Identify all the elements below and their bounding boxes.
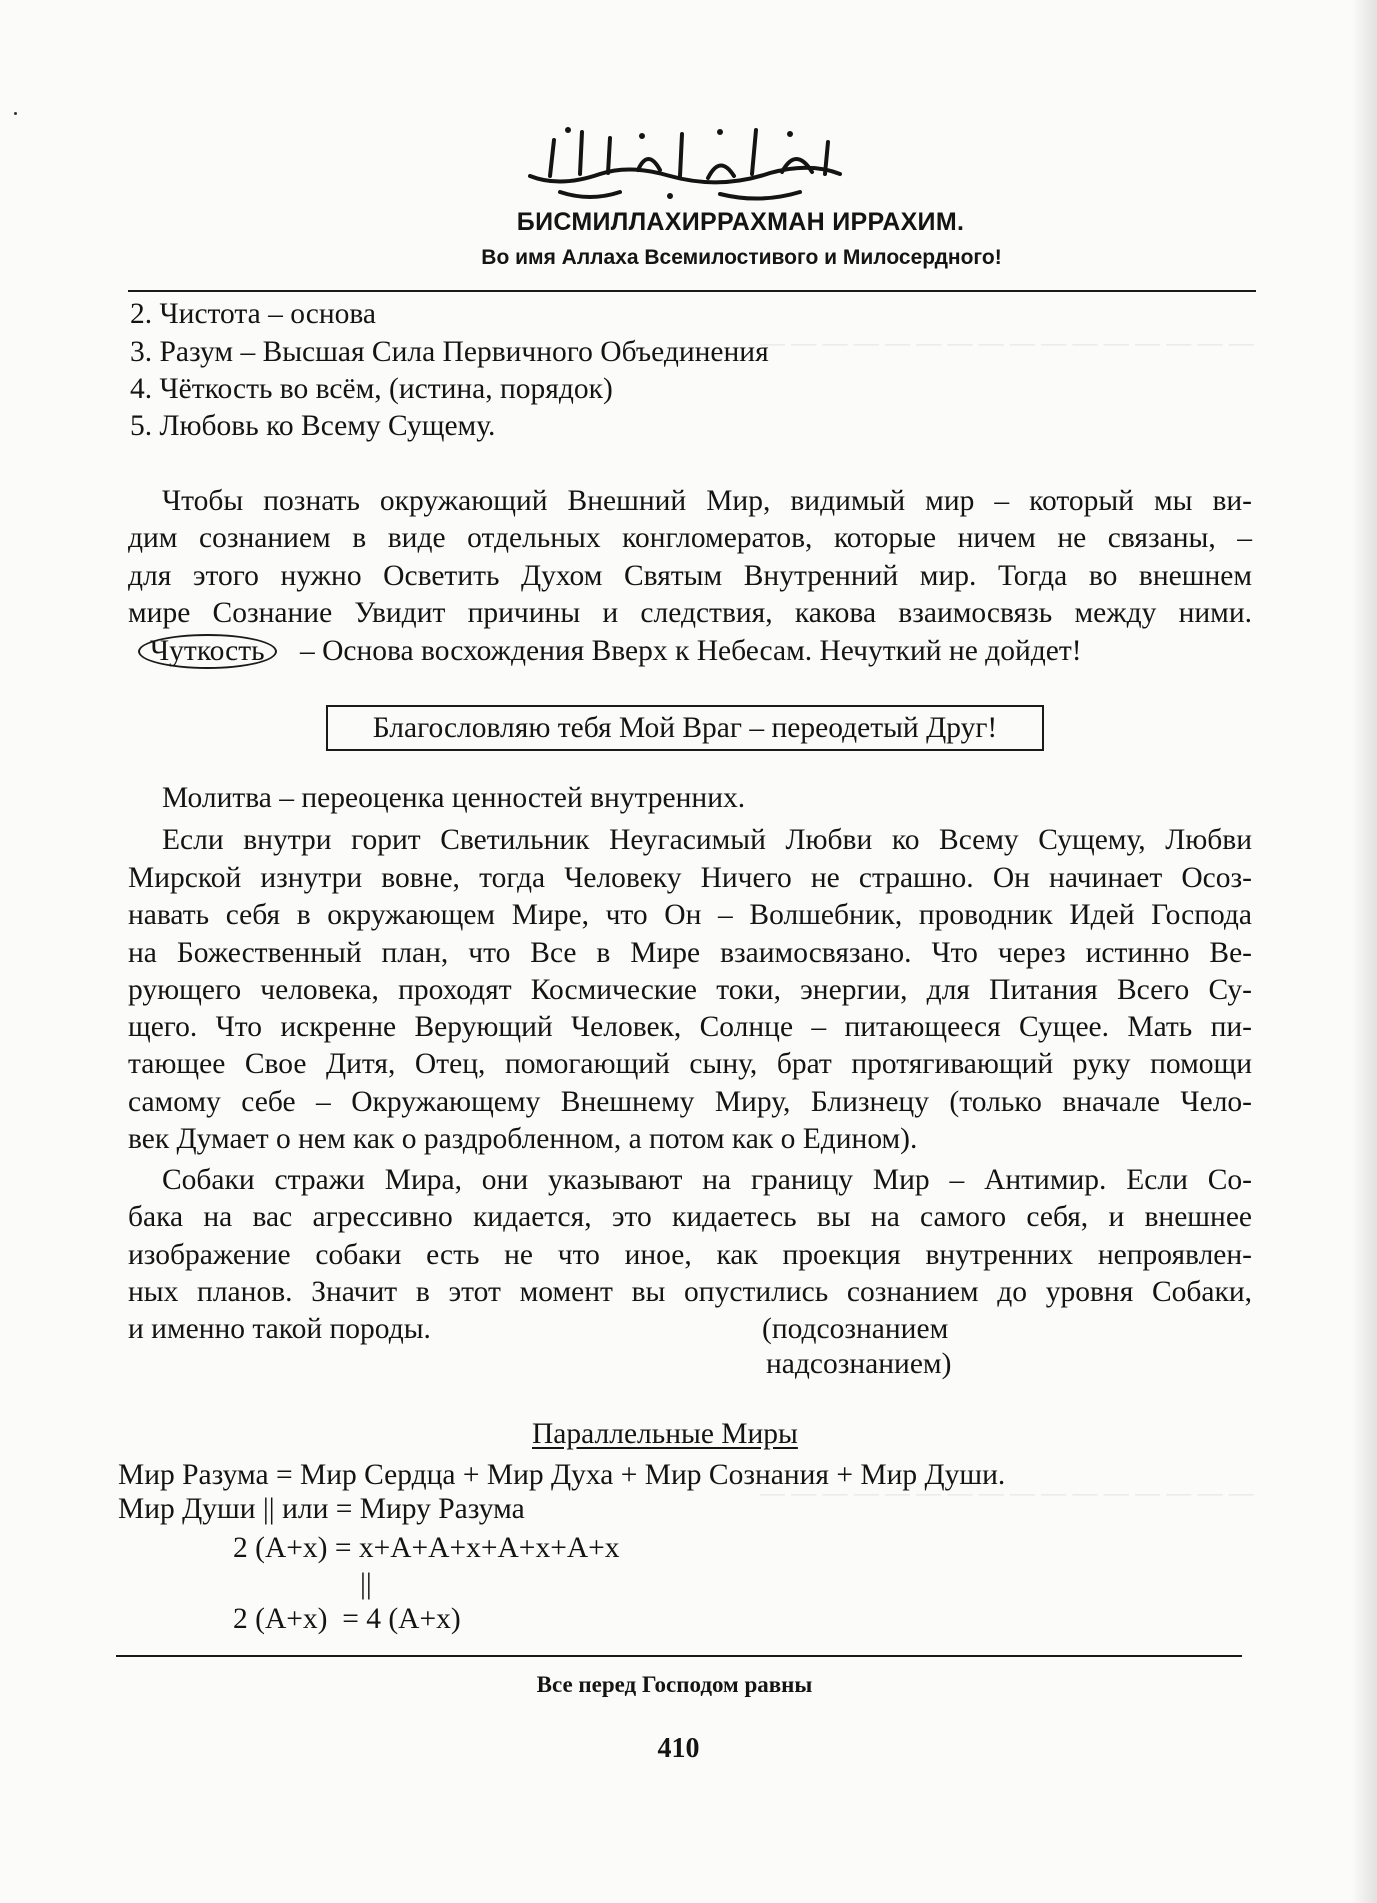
paragraph-line: бака на вас агрессивно кидается, это кидаетесь вы на самого себя, и внешнее (128, 1201, 1252, 1233)
page-edge-shadow (1351, 0, 1377, 1903)
paragraph-line: век Думает о нем как о раздробленном, а потом как о Едином). (128, 1123, 918, 1155)
paragraph-line: самому себе – Окружающему Внешнему Миру, Близнецу (только вначале Чело- (128, 1086, 1252, 1118)
formula-line: 2 (А+х) = 4 (А+х) (233, 1603, 461, 1635)
paragraph-line: щего. Что искренне Верующий Человек, Солнце – питающееся Сущее. Мать пи- (128, 1011, 1252, 1043)
paragraph-line: Мирской изнутри вовне, тогда Человеку Ничего не страшно. Он начинает Осоз- (128, 862, 1252, 894)
paragraph-line: рующего человека, проходят Космические токи, энергии, для Питания Всего Су- (128, 974, 1252, 1006)
formula-line: Мир Души || или = Миру Разума (118, 1493, 525, 1525)
page-number: 410 (657, 1733, 700, 1764)
bleed-through: — — — — — — — — — — — — — — — — (760, 330, 1254, 357)
header-subtitle: Во имя Аллаха Всемилостивого и Милосердного! (481, 246, 1002, 269)
bleed-through: — — — — — — — — — — — — — — — — (760, 1480, 1254, 1507)
paragraph-line: Чтобы познать окружающий Внешний Мир, видимый мир – который мы ви- (162, 485, 1252, 517)
chutkost-line (150, 634, 1082, 669)
paragraph-line: изображение собаки есть не что иное, как проекция внутренних непроявлен- (128, 1239, 1252, 1271)
paragraph-line: тающее Свое Дитя, Отец, помогающий сыну, брат протягивающий руку помощи (128, 1048, 1252, 1080)
calligraphy-drawing (520, 118, 850, 206)
paragraph-line: навать себя в окружающем Мире, что Он – Волшебник, проводник Идей Господа (128, 899, 1252, 931)
formula-line: 2 (А+х) = х+А+А+х+А+х+А+х (233, 1532, 620, 1564)
formula-line: Мир Разума = Мир Сердца + Мир Духа + Мир Сознания + Мир Души. (118, 1459, 1006, 1491)
prayer-line: Молитва – переоценка ценностей внутренних. (162, 782, 746, 814)
aside-line: надсознанием) (766, 1348, 952, 1380)
paragraph-line: Если внутри горит Светильник Неугасимый Любви ко Всему Сущему, Любви (162, 824, 1252, 856)
list-item: 2. Чистота – основа (130, 298, 377, 330)
header-rule (128, 290, 1256, 292)
header-title: БИСМИЛЛАХИРРАХМАН ИРРАХИМ. (516, 208, 965, 236)
speck (14, 112, 17, 115)
boxed-blessing: Благословляю тебя Мой Враг – переодетый Друг! (326, 705, 1044, 751)
paragraph-line: ных планов. Значит в этот момент вы опустились сознанием до уровня Собаки, (128, 1276, 1252, 1308)
list-item: 3. Разум – Высшая Сила Первичного Объединения (130, 336, 769, 368)
paragraph-line: дим сознанием в виде отдельных конгломератов, которые ничем не связаны, – (128, 522, 1252, 554)
paragraph-line: и именно такой породы. (128, 1313, 431, 1345)
list-item: 5. Любовь ко Всему Сущему. (130, 410, 496, 442)
bismillah-calligraphy (520, 118, 850, 206)
paragraph-line: Собаки стражи Мира, они указывают на границу Мир – Антимир. Если Со- (162, 1164, 1252, 1196)
aside-line: (подсознанием (762, 1313, 949, 1345)
paragraph-line: мире Сознание Увидит причины и следствия, какова взаимосвязь между ними. (128, 597, 1252, 629)
section-title: Параллельные Миры (532, 1418, 798, 1450)
chutkost-rest: – Основа восхождения Вверх к Небесам. Нечуткий не дойдет! (299, 635, 1082, 667)
formula-line: || (360, 1568, 372, 1600)
footer-text: Все перед Господом равны (536, 1672, 813, 1697)
paragraph-line: на Божественный план, что Все в Мире взаимосвязано. Что через истинно Ве- (128, 937, 1252, 969)
paragraph-line: для этого нужно Осветить Духом Святым Внутренний мир. Тогда во внешнем (128, 560, 1252, 592)
footer-rule (116, 1655, 1242, 1657)
circled-word: Чуткость (138, 634, 277, 669)
list-item: 4. Чёткость во всём, (истина, порядок) (130, 373, 613, 405)
